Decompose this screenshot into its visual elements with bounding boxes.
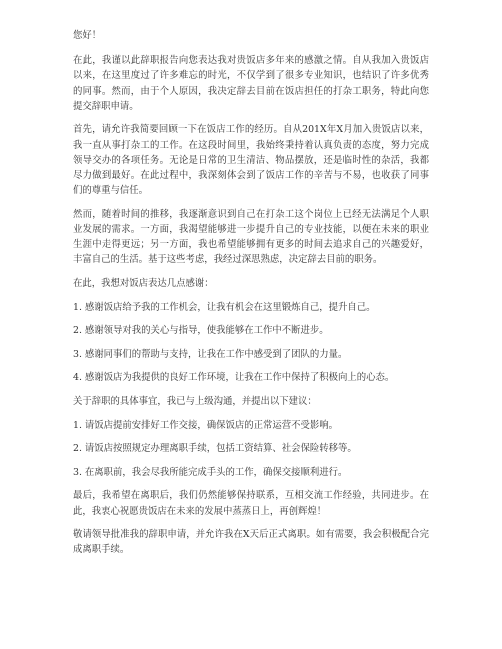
paragraph-closing: 最后，我希望在离职后，我们仍然能够保持联系，互相交流工作经验，共同进步。在此，我衷心祝愿贵饭店在未来的发展中蒸蒸日上，再创辉煌！ <box>73 490 429 517</box>
paragraph-experience: 首先，请允许我简要回顾一下在饭店工作的经历。自从201X年X月加入贵饭店以来，我一直从事打杂工的工作。在这段时间里，我始终秉持着认真负责的态度，努力完成领导交办的各项任务。无论是日常的卫生清洁、物品摆放，还是临时性的杂活，我都尽力做到最好。在此过程中，我深刻体会到了饭店工作的辛苦与不易，也收获了同事们的尊重与信任。 <box>73 124 429 197</box>
thanks-item-3: 3. 感谢同事们的帮助与支持，让我在工作中感受到了团队的力量。 <box>73 348 348 360</box>
suggestions-heading: 关于辞职的具体事宜，我已与上级沟通，并提出以下建议： <box>73 395 317 407</box>
letter-body <box>73 28 429 566</box>
paragraph-request: 敬请领导批准我的辞职申请，并允许我在X天后正式离职。如有需要，我会积极配合完成离职手续。 <box>73 529 429 556</box>
thanks-item-2: 2. 感谢领导对我的关心与指导，使我能够在工作中不断进步。 <box>73 325 329 337</box>
greeting: 您好！ <box>73 30 102 41</box>
thanks-item-4: 4. 感谢饭店为我提供的良好工作环境，让我在工作中保持了积极向上的心态。 <box>73 372 395 384</box>
suggestion-item-2: 2. 请饭店按照规定办理离职手续，包括工资结算、社会保险转移等。 <box>73 443 357 455</box>
suggestion-item-1: 1. 请饭店提前安排好工作交接，确保饭店的正常运营不受影响。 <box>73 419 339 431</box>
thanks-item-1: 1. 感谢饭店给予我的工作机会，让我有机会在这里锻炼自己，提升自己。 <box>73 301 376 313</box>
paragraph-reason: 然而，随着时间的推移，我逐渐意识到自己在打杂工这个岗位上已经无法满足个人职业发展的需求。一方面，我渴望能够进一步提升自己的专业技能，以便在未来的职业生涯中走得更远；另一方面，我也希望能够拥有更多的时间去追求自己的兴趣爱好，丰富自己的生活。基于这些考虑，我经过深思熟虑，决定辞去目前的职务。 <box>73 208 429 266</box>
suggestion-item-3: 3. 在离职前，我会尽我所能完成手头的工作，确保交接顺利进行。 <box>73 466 348 478</box>
paragraph-intro: 在此，我谨以此辞职报告向您表达我对贵饭店多年来的感激之情。自从我加入贵饭店以来，在这里度过了许多难忘的时光，不仅学到了很多专业知识，也结识了许多优秀的同事。然而，由于个人原因，我决定辞去目前在饭店担任的打杂工职务，特此向您提交辞职申请。 <box>73 55 429 112</box>
thanks-heading: 在此，我想对饭店表达几点感谢： <box>73 278 214 290</box>
